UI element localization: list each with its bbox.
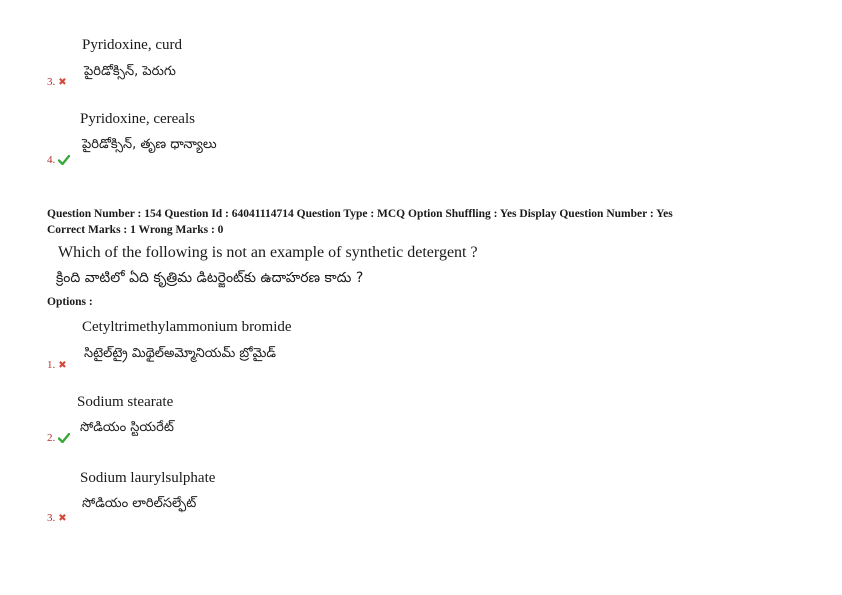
prev-option-3-marker <box>47 76 67 88</box>
option-3-text-te: సోడియం లారిల్‌సల్ఫేట్ <box>82 496 197 511</box>
check-icon <box>58 433 70 443</box>
option-1-text-en: Cetyltrimethylammonium bromide <box>82 319 292 335</box>
cross-icon: ✖ <box>58 359 67 371</box>
option-number: 3. <box>47 512 56 524</box>
check-icon <box>58 155 70 165</box>
option-3-marker <box>47 512 67 524</box>
question-text-en: Which of the following is not an example of synthetic detergent ? <box>58 244 478 261</box>
options-label: Options : <box>47 296 93 308</box>
option-2-marker <box>47 432 70 444</box>
option-1-marker <box>47 359 67 371</box>
option-1-text-te: సిటైల్‌ట్రై మిథైల్‌అమ్మోనియమ్ బ్రోమైడ్ <box>84 346 276 361</box>
prev-option-4-text-en: Pyridoxine, cereals <box>80 111 195 127</box>
prev-option-4-text-te: పైరిడోక్సిన్, తృణ ధాన్యాలు <box>82 137 217 152</box>
prev-option-4-marker <box>47 154 70 166</box>
question-meta-line1: Question Number : 154 Question Id : 64041114714 Question Type : MCQ Option Shuffling : Yes Display Question Number : Yes <box>47 208 673 220</box>
question-meta-line2: Correct Marks : 1 Wrong Marks : 0 <box>47 224 224 236</box>
question-text-te: క్రింది వాటిలో ఏది కృత్రిమ డిటర్జెంట్‌కు ఉదాహరణ కాదు ? <box>56 270 364 286</box>
cross-icon: ✖ <box>58 76 67 88</box>
cross-icon: ✖ <box>58 512 67 524</box>
prev-option-3-text-te: పైరిడోక్సిన్, పెరుగు <box>84 64 176 79</box>
option-3-text-en: Sodium laurylsulphate <box>80 470 216 486</box>
option-number: 3. <box>47 76 56 88</box>
option-2-text-en: Sodium stearate <box>77 394 174 410</box>
prev-option-3-text-en: Pyridoxine, curd <box>82 37 182 53</box>
option-number: 4. <box>47 154 56 166</box>
option-number: 2. <box>47 432 56 444</box>
option-number: 1. <box>47 359 56 371</box>
option-2-text-te: సోడియం స్టియరేట్ <box>80 420 174 435</box>
